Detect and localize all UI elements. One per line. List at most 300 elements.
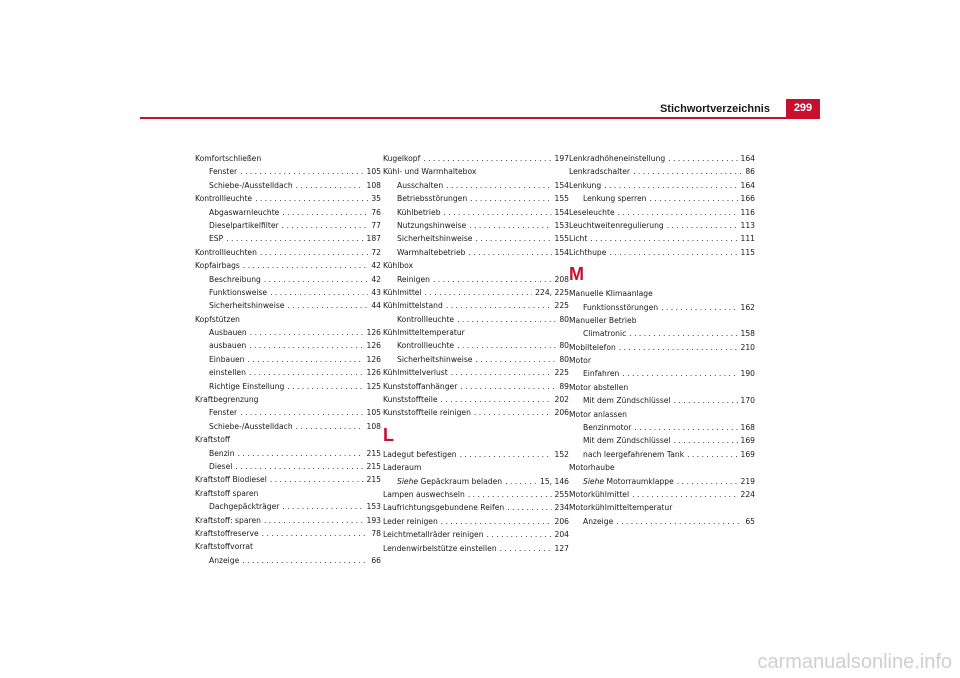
dot-leader	[250, 326, 364, 339]
dot-leader	[632, 488, 737, 501]
dot-leader	[260, 246, 368, 259]
entry-term: Motor anlassen	[569, 409, 627, 419]
index-subentry[interactable]	[569, 475, 755, 488]
entry-term: Kraftstoffvorrat	[195, 542, 253, 552]
entry-term: Abgaswarnleuchte	[209, 207, 280, 217]
index-entry	[195, 540, 381, 553]
entry-term: Motor	[569, 356, 591, 366]
index-entry[interactable]	[383, 152, 569, 165]
entry-term: Komfortschließen	[195, 154, 262, 163]
index-subentry[interactable]	[383, 273, 569, 286]
index-subentry[interactable]	[569, 327, 755, 340]
entry-term: Kühlmittel	[383, 287, 422, 297]
index-entry	[569, 408, 755, 421]
index-subentry[interactable]	[383, 206, 569, 219]
index-subentry[interactable]	[195, 219, 381, 232]
entry-page-ref[interactable]: 15, 146	[540, 476, 569, 486]
index-entry	[383, 326, 569, 339]
entry-page-ref[interactable]: 65	[745, 516, 755, 526]
entry-term: Sicherheitshinweise	[397, 354, 473, 364]
dot-leader	[264, 273, 368, 286]
entry-page-ref[interactable]: 105	[366, 167, 381, 177]
index-subentry[interactable]	[383, 339, 569, 352]
entry-page-ref[interactable]: 153	[366, 502, 381, 512]
dot-leader	[296, 420, 364, 433]
entry-term: Schiebe-/Ausstelldach	[209, 421, 293, 431]
index-entry[interactable]	[195, 527, 381, 540]
index-entry[interactable]	[383, 501, 569, 514]
entry-term: Sicherheitshinweise	[397, 234, 473, 244]
dot-leader	[282, 500, 363, 513]
entry-term: Benzinmotor	[583, 423, 632, 433]
dot-leader	[609, 246, 737, 259]
entry-term: Licht	[569, 234, 588, 244]
entry-page-ref[interactable]: 152	[554, 449, 569, 459]
entry-term: Kontrollleuchte	[195, 194, 253, 204]
index-entry	[569, 354, 755, 367]
index-entry[interactable]	[569, 219, 755, 232]
entry-term: Kopfairbags	[195, 261, 240, 271]
entry-term: Kunststoffteile	[383, 395, 438, 405]
entry-page-ref[interactable]: 80	[559, 314, 569, 324]
dot-leader	[441, 515, 552, 528]
entry-page-ref[interactable]: 224	[740, 489, 755, 499]
dot-leader	[604, 179, 737, 192]
entry-page-ref[interactable]: 115	[740, 247, 755, 257]
entry-term: Kühlmittelstand	[383, 301, 443, 311]
entry-page-ref[interactable]: 206	[554, 408, 569, 418]
entry-term: Lenkradhöheneinstellung	[569, 154, 666, 163]
index-entry	[383, 259, 569, 272]
dot-leader	[235, 460, 363, 473]
entry-term: Ausschalten	[397, 180, 444, 190]
entry-page-ref[interactable]: 80	[559, 354, 569, 364]
dot-leader	[468, 246, 551, 259]
entry-page-ref[interactable]: 190	[740, 369, 755, 379]
index-subentry[interactable]	[569, 434, 755, 447]
entry-term: Richtige Einstellung	[209, 381, 285, 391]
entry-term-text: Gepäckraum beladen	[420, 476, 503, 486]
entry-page-ref[interactable]: 108	[366, 421, 381, 431]
dot-leader	[668, 152, 737, 165]
index-entry	[569, 501, 755, 514]
index-subentry[interactable]	[569, 394, 755, 407]
index-entry[interactable]	[383, 366, 569, 379]
index-entry	[195, 393, 381, 406]
entry-page-ref[interactable]: 255	[554, 489, 569, 499]
index-subentry[interactable]	[195, 326, 381, 339]
index-subentry[interactable]	[383, 232, 569, 245]
dot-leader	[622, 367, 737, 380]
entry-term: Anzeige	[209, 555, 240, 565]
index-subentry[interactable]	[195, 406, 381, 419]
entry-page-ref[interactable]: 187	[366, 234, 381, 244]
entry-page-ref[interactable]: 42	[371, 261, 381, 271]
dot-leader	[240, 165, 363, 178]
index-subentry[interactable]	[383, 313, 569, 326]
entry-page-ref[interactable]: 127	[554, 543, 569, 553]
page-title: Stichwortverzeichnis	[659, 103, 770, 115]
entry-page-ref[interactable]: 44	[371, 301, 381, 311]
index-entry[interactable]	[383, 488, 569, 501]
dot-leader	[618, 206, 738, 219]
index-subentry[interactable]	[195, 165, 381, 178]
index-entry[interactable]	[569, 488, 755, 501]
entry-term: Kunststoffanhänger	[383, 381, 458, 391]
entry-term: Sicherheitshinweise	[209, 301, 285, 311]
entry-term: nach leergefahrenem Tank	[583, 449, 685, 459]
dot-leader	[296, 179, 364, 192]
entry-term: ESP	[209, 234, 224, 244]
dot-leader	[457, 339, 556, 352]
dot-leader	[249, 366, 364, 379]
index-subentry[interactable]	[383, 353, 569, 366]
dot-leader	[475, 232, 551, 245]
dot-leader	[249, 339, 363, 352]
entry-term: Mit dem Zündschlüssel	[583, 436, 671, 446]
index-entry[interactable]	[383, 515, 569, 528]
entry-term: Betriebsstörungen	[397, 194, 468, 204]
index-entry	[569, 314, 755, 327]
page-number-badge: 299	[786, 99, 820, 117]
entry-page-ref[interactable]: 162	[740, 302, 755, 312]
entry-page-ref[interactable]: 197	[554, 154, 569, 163]
dot-leader	[590, 232, 737, 245]
dot-leader	[248, 353, 364, 366]
dot-leader	[661, 301, 737, 314]
entry-term: Benzin	[209, 448, 235, 458]
entry-page-ref[interactable]: 154	[554, 247, 569, 257]
index-subentry[interactable]	[569, 192, 755, 205]
entry-term: Kraftstoff sparen	[195, 488, 259, 498]
entry-page-ref[interactable]: 225	[554, 368, 569, 378]
entry-page-ref[interactable]: 42	[371, 274, 381, 284]
index-subentry[interactable]	[383, 179, 569, 192]
entry-term: Reinigen	[397, 274, 430, 284]
entry-term: Motorhaube	[569, 463, 615, 473]
dot-leader	[446, 299, 552, 312]
entry-page-ref[interactable]: 125	[366, 381, 381, 391]
index-entry[interactable]	[383, 393, 569, 406]
dot-leader	[460, 448, 552, 461]
entry-term: Kunststoffteile reinigen	[383, 408, 471, 418]
site-watermark[interactable]: carmanualsonline.info	[757, 651, 952, 673]
index-entry[interactable]	[195, 246, 381, 259]
entry-page-ref[interactable]: 77	[371, 220, 381, 230]
dot-leader	[616, 515, 742, 528]
index-subentry[interactable]	[569, 515, 755, 528]
dot-leader	[425, 286, 533, 299]
entry-term: Diesel	[209, 461, 233, 471]
entry-term: Kraftstoff Biodiesel	[195, 475, 267, 485]
entry-page-ref[interactable]: 168	[740, 423, 755, 433]
entry-term: Lendenwirbelstütze einstellen	[383, 543, 497, 553]
entry-term: Beschreibung	[209, 274, 261, 284]
entry-term: Ausbauen	[209, 328, 247, 338]
entry-term: Leichtmetallräder reinigen	[383, 530, 484, 540]
index-entry	[569, 461, 755, 474]
entry-page-ref[interactable]: 215	[366, 475, 381, 485]
dot-leader	[441, 393, 552, 406]
dot-leader	[487, 528, 552, 541]
entry-term: Mit dem Zündschlüssel	[583, 396, 671, 406]
index-subentry[interactable]	[195, 299, 381, 312]
entry-term: Leuchtweitenregulierung	[569, 220, 664, 230]
entry-page-ref[interactable]: 66	[371, 555, 381, 565]
entry-page-ref[interactable]: 154	[554, 180, 569, 190]
index-entry[interactable]	[569, 179, 755, 192]
entry-term: Warmhaltebetrieb	[397, 247, 466, 257]
index-subentry[interactable]	[195, 554, 381, 567]
entry-page-ref[interactable]: 202	[554, 395, 569, 405]
entry-page-ref[interactable]: 170	[740, 396, 755, 406]
entry-term: Mobiltelefon	[569, 342, 616, 352]
index-subentry[interactable]	[195, 380, 381, 393]
header-divider	[140, 117, 820, 119]
dot-leader	[474, 406, 552, 419]
entry-term: Funktionsweise	[209, 287, 268, 297]
entry-page-ref[interactable]: 234	[554, 503, 569, 513]
entry-page-ref[interactable]: 208	[554, 274, 569, 284]
index-entry	[569, 381, 755, 394]
index-entry[interactable]	[195, 514, 381, 527]
index-entry	[195, 313, 381, 326]
entry-term: Manueller Betrieb	[569, 315, 637, 325]
index-subentry[interactable]	[569, 367, 755, 380]
index-entry[interactable]	[383, 286, 569, 299]
entry-page-ref[interactable]: 116	[740, 207, 755, 217]
dot-leader	[475, 353, 556, 366]
index-entry[interactable]	[383, 406, 569, 419]
entry-term: Kraftstoff: sparen	[195, 515, 261, 525]
entry-page-ref[interactable]: 126	[366, 341, 381, 351]
index-entry[interactable]	[383, 528, 569, 541]
dot-leader	[629, 327, 737, 340]
index-subentry[interactable]	[569, 421, 755, 434]
dot-leader	[674, 434, 738, 447]
dot-leader	[242, 554, 368, 567]
dot-leader	[667, 219, 738, 232]
entry-term: Kopfstützen	[195, 314, 240, 324]
entry-term: Ladegut befestigen	[383, 449, 457, 459]
dot-leader	[507, 501, 551, 514]
entry-page-ref[interactable]: 111	[740, 234, 755, 244]
entry-term: ausbauen	[209, 341, 247, 351]
dot-leader	[238, 447, 364, 460]
index-entry[interactable]	[383, 299, 569, 312]
index-subentry[interactable]	[195, 460, 381, 473]
index-subentry[interactable]	[383, 475, 569, 488]
index-entry[interactable]	[195, 192, 381, 205]
entry-term: Fenster	[209, 408, 238, 418]
entry-page-ref[interactable]: 126	[366, 328, 381, 338]
entry-term: Dieselpartikelfilter	[209, 220, 279, 230]
entry-page-ref[interactable]: 155	[554, 234, 569, 244]
see-reference-label: Siehe	[397, 476, 419, 486]
dot-leader	[255, 192, 368, 205]
entry-term: Kühlbox	[383, 261, 414, 271]
dot-leader	[446, 179, 551, 192]
entry-term: Leseleuchte	[569, 207, 615, 217]
entry-term: Laufrichtungsgebundene Reifen	[383, 503, 505, 513]
index-subentry[interactable]	[383, 246, 569, 259]
entry-term: Laderaum	[383, 463, 422, 473]
index-subentry[interactable]	[383, 219, 569, 232]
entry-term	[583, 475, 674, 488]
entry-page-ref[interactable]: 219	[740, 476, 755, 486]
entry-page-ref[interactable]: 225	[554, 301, 569, 311]
dot-leader	[470, 192, 551, 205]
index-entry[interactable]	[383, 448, 569, 461]
index-subentry[interactable]	[195, 339, 381, 352]
entry-page-ref[interactable]: 105	[366, 408, 381, 418]
entry-page-ref[interactable]: 215	[366, 448, 381, 458]
entry-term: Anzeige	[583, 516, 614, 526]
index-subentry[interactable]	[195, 447, 381, 460]
index-entry[interactable]	[569, 246, 755, 259]
entry-page-ref[interactable]: 164	[740, 180, 755, 190]
entry-term: Kontrollleuchte	[397, 314, 455, 324]
dot-leader	[500, 542, 552, 555]
entry-page-ref[interactable]: 153	[554, 220, 569, 230]
dot-leader	[423, 152, 551, 165]
index-subentry[interactable]	[195, 500, 381, 513]
index-subentry[interactable]	[383, 192, 569, 205]
index-subentry[interactable]	[195, 232, 381, 245]
index-entry[interactable]	[569, 341, 755, 354]
index-subentry[interactable]	[569, 301, 755, 314]
index-entry[interactable]	[569, 206, 755, 219]
dot-leader	[469, 219, 551, 232]
entry-page-ref[interactable]: 78	[371, 528, 381, 538]
entry-page-ref[interactable]: 166	[740, 194, 755, 204]
entry-page-ref[interactable]: 113	[740, 220, 755, 230]
entry-page-ref[interactable]: 35	[371, 194, 381, 204]
entry-term: Dachgepäckträger	[209, 502, 280, 512]
entry-term: Motorkühlmittel	[569, 489, 630, 499]
dot-leader	[287, 380, 363, 393]
entry-term: Fenster	[209, 167, 238, 177]
index-entry[interactable]	[383, 380, 569, 393]
entry-page-ref[interactable]: 72	[371, 247, 381, 257]
dot-leader	[226, 232, 363, 245]
index-entry[interactable]	[195, 259, 381, 272]
entry-page-ref[interactable]: 210	[740, 342, 755, 352]
index-entry	[569, 287, 755, 300]
entry-term: Lenkradschalter	[569, 167, 631, 177]
dot-leader	[262, 527, 369, 540]
dot-leader	[633, 165, 742, 178]
entry-page-ref[interactable]: 155	[554, 194, 569, 204]
index-subentry[interactable]	[195, 206, 381, 219]
entry-term: Kühl- und Warmhaltebox	[383, 167, 477, 177]
entry-page-ref[interactable]: 89	[559, 381, 569, 391]
entry-page-ref[interactable]: 76	[371, 207, 381, 217]
dot-leader	[649, 192, 737, 205]
index-column-1	[195, 152, 381, 567]
page-header	[0, 0, 960, 120]
entry-page-ref[interactable]: 126	[366, 368, 381, 378]
dot-leader	[433, 273, 552, 286]
index-subentry[interactable]	[195, 286, 381, 299]
entry-page-ref[interactable]: 206	[554, 516, 569, 526]
dot-leader	[287, 299, 368, 312]
index-entry[interactable]	[569, 232, 755, 245]
dot-leader	[687, 448, 737, 461]
entry-page-ref[interactable]: 169	[740, 436, 755, 446]
entry-page-ref[interactable]: 215	[366, 461, 381, 471]
index-subentry[interactable]	[195, 273, 381, 286]
entry-term: Kraftstoff	[195, 435, 231, 445]
dot-leader	[243, 259, 368, 272]
entry-term: Kühlbetrieb	[397, 207, 441, 217]
index-entry[interactable]	[195, 473, 381, 486]
entry-term: Kraftbegrenzung	[195, 395, 259, 405]
dot-leader	[240, 406, 363, 419]
entry-term: einstellen	[209, 368, 246, 378]
index-entry[interactable]	[569, 165, 755, 178]
entry-page-ref[interactable]: 169	[740, 449, 755, 459]
entry-term: Kühlmitteltemperatur	[383, 328, 465, 338]
entry-term: Kugelkopf	[383, 154, 421, 163]
entry-term: Lenkung	[569, 180, 602, 190]
entry-page-ref[interactable]: 108	[366, 180, 381, 190]
dot-leader	[270, 286, 368, 299]
index-entry[interactable]	[569, 152, 755, 165]
index-column-3	[569, 152, 755, 528]
entry-page-ref[interactable]: 43	[371, 287, 381, 297]
entry-term: Einbauen	[209, 354, 245, 364]
entry-term: Kontrollleuchten	[195, 247, 257, 257]
dot-leader	[468, 488, 552, 501]
index-entry	[195, 433, 381, 446]
entry-page-ref[interactable]: 158	[740, 329, 755, 339]
index-subentry[interactable]	[195, 353, 381, 366]
dot-leader	[451, 366, 552, 379]
entry-page-ref[interactable]: 126	[366, 354, 381, 364]
entry-term	[397, 475, 502, 488]
index-entry[interactable]	[383, 542, 569, 555]
index-subentry[interactable]	[195, 366, 381, 379]
index-subentry[interactable]	[195, 420, 381, 433]
index-entry	[195, 152, 381, 165]
dot-leader	[282, 206, 368, 219]
entry-term: Motorkühlmitteltemperatur	[569, 503, 673, 513]
entry-term: Einfahren	[583, 369, 620, 379]
entry-page-ref[interactable]: 164	[740, 154, 755, 163]
see-reference-label: Siehe	[583, 476, 605, 486]
entry-page-ref[interactable]: 193	[366, 515, 381, 525]
entry-term: Climatronic	[583, 329, 627, 339]
index-entry	[195, 487, 381, 500]
entry-term-text: Motorraumklappe	[606, 476, 674, 486]
entry-page-ref[interactable]: 80	[559, 341, 569, 351]
dot-leader	[677, 475, 738, 488]
entry-page-ref[interactable]: 204	[554, 530, 569, 540]
entry-page-ref[interactable]: 224, 225	[535, 287, 569, 297]
dot-leader	[457, 313, 556, 326]
entry-page-ref[interactable]: 154	[554, 207, 569, 217]
dot-leader	[282, 219, 369, 232]
dot-leader	[505, 475, 537, 488]
dot-leader	[460, 380, 556, 393]
dot-leader	[444, 206, 552, 219]
index-subentry[interactable]	[195, 179, 381, 192]
dot-leader	[674, 394, 738, 407]
index-subentry[interactable]	[569, 448, 755, 461]
entry-page-ref[interactable]: 86	[745, 167, 755, 177]
entry-term: Kraftstoffreserve	[195, 528, 259, 538]
